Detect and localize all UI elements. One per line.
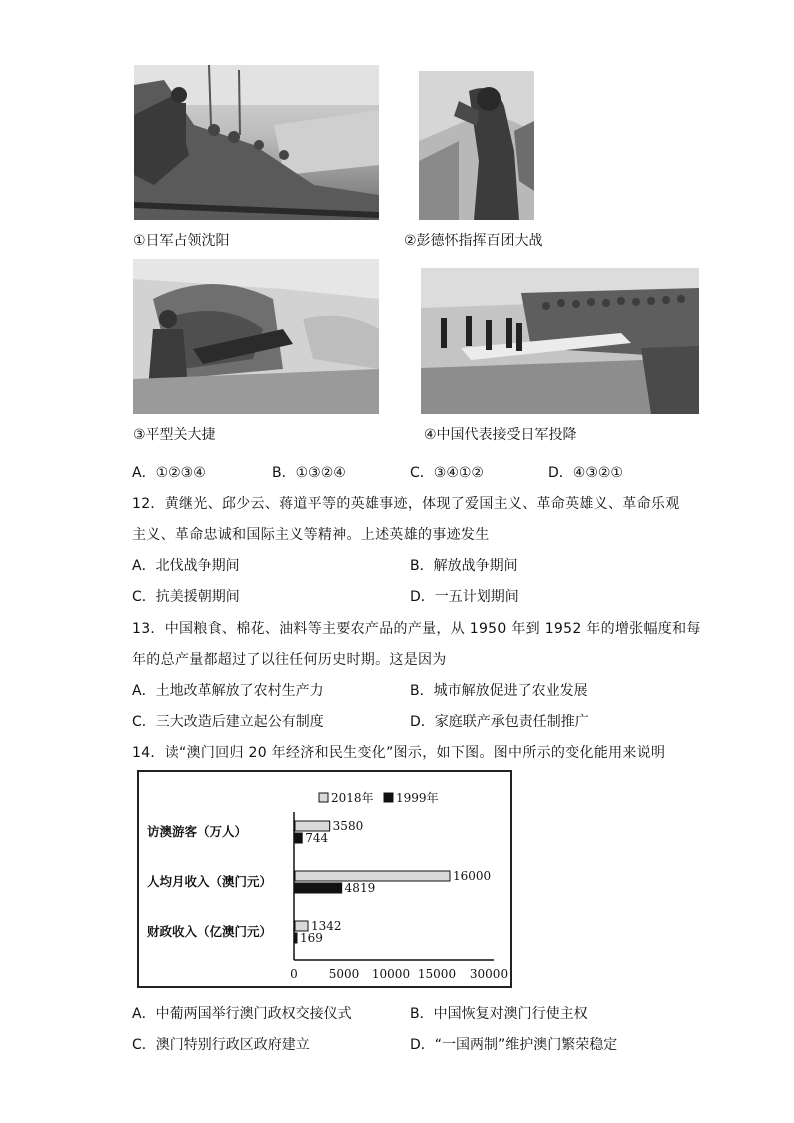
q14-option-a[interactable]: A．中葡两国举行澳门政权交接仪式 [132,1006,352,1022]
q12-stem-line1: 12．黄继光、邱少云、蒋道平等的英雄事迹，体现了爱国主义、革命英雄义、革命乐观 [132,496,680,512]
bar-1-1 [295,883,342,893]
bar-1-0 [295,871,450,881]
q13-option-c[interactable]: C．三大改造后建立起公有制度 [132,714,324,730]
q11-option-a[interactable]: A．①②③④ [132,465,206,481]
bar-0-1 [295,833,302,843]
q14-option-b[interactable]: B．中国恢复对澳门行使主权 [410,1006,588,1022]
bar-value-label-1-1: 4819 [344,881,376,895]
category-label-0: 访澳游客（万人） [147,824,248,839]
category-label-2: 财政收入（亿澳门元） [147,924,273,939]
x-tick-label-3: 15000 [417,967,457,981]
q12-option-d[interactable]: D．一五计划期间 [410,589,519,605]
chart-svg [139,772,510,986]
legend-label-0: 2018年 [331,791,374,805]
bar-2-1 [295,933,297,943]
q14-stem: 14．读“澳门回归 20 年经济和民生变化”图示，如下图。图中所示的变化能用来说明 [132,745,666,761]
q12-option-c[interactable]: C．抗美援朝期间 [132,589,240,605]
q12-stem-line2: 主义、革命忠诚和国际主义等精神。上述英雄的事迹发生 [132,527,490,543]
photo-caption-4: ④中国代表接受日军投降 [424,427,577,443]
photo-japanese-surrender-ceremony [421,268,699,414]
bar-value-label-0-0: 3580 [332,819,364,833]
bar-2-0 [295,921,308,931]
x-tick-label-1: 5000 [328,967,360,981]
x-tick-label-0: 0 [290,967,298,981]
q13-stem-line1: 13．中国粮食、棉花、油料等主要农产品的产量，从 1950 年到 1952 年的增张幅度和每 [132,621,701,637]
q13-option-a[interactable]: A．土地改革解放了农村生产力 [132,683,324,699]
category-label-1: 人均月收入（澳门元） [147,874,273,889]
legend-swatch-0 [319,793,328,802]
bar-value-label-1-0: 16000 [453,869,492,883]
q14-option-c[interactable]: C．澳门特别行政区政府建立 [132,1037,310,1053]
bar-value-label-2-1: 169 [300,931,323,945]
bar-value-label-0-1: 744 [305,831,329,845]
legend-label-1: 1999年 [396,791,439,805]
q11-option-b[interactable]: B．①③②④ [272,465,346,481]
x-tick-label-2: 10000 [371,967,411,981]
photo-caption-2: ②彭德怀指挥百团大战 [404,233,543,249]
photo-japanese-occupy-shenyang [134,65,379,220]
q13-option-d[interactable]: D．家庭联产承包责任制推广 [410,714,589,730]
legend-swatch-1 [384,793,393,802]
q11-option-d[interactable]: D．④③②① [548,465,623,481]
q12-option-b[interactable]: B．解放战争期间 [410,558,518,574]
x-tick-label-4: 30000 [469,967,509,981]
q12-option-a[interactable]: A．北伐战争期间 [132,558,240,574]
photo-caption-1: ①日军占领沈阳 [133,233,230,249]
q13-stem-line2: 年的总产量都超过了以往任何历史时期。这是因为 [132,652,447,668]
photo-peng-dehuai-hundred-regiments [419,71,534,220]
bar-0-0 [295,821,330,831]
photo-pingxingguan-victory [133,259,379,414]
q11-option-c[interactable]: C．③④①② [410,465,484,481]
q14-option-d[interactable]: D．“一国两制”维护澳门繁荣稳定 [410,1037,618,1053]
bar-value-label-2-0: 1342 [311,919,342,933]
macau-change-chart [137,770,512,988]
q13-option-b[interactable]: B．城市解放促进了农业发展 [410,683,588,699]
photo-caption-3: ③平型关大捷 [133,427,216,443]
